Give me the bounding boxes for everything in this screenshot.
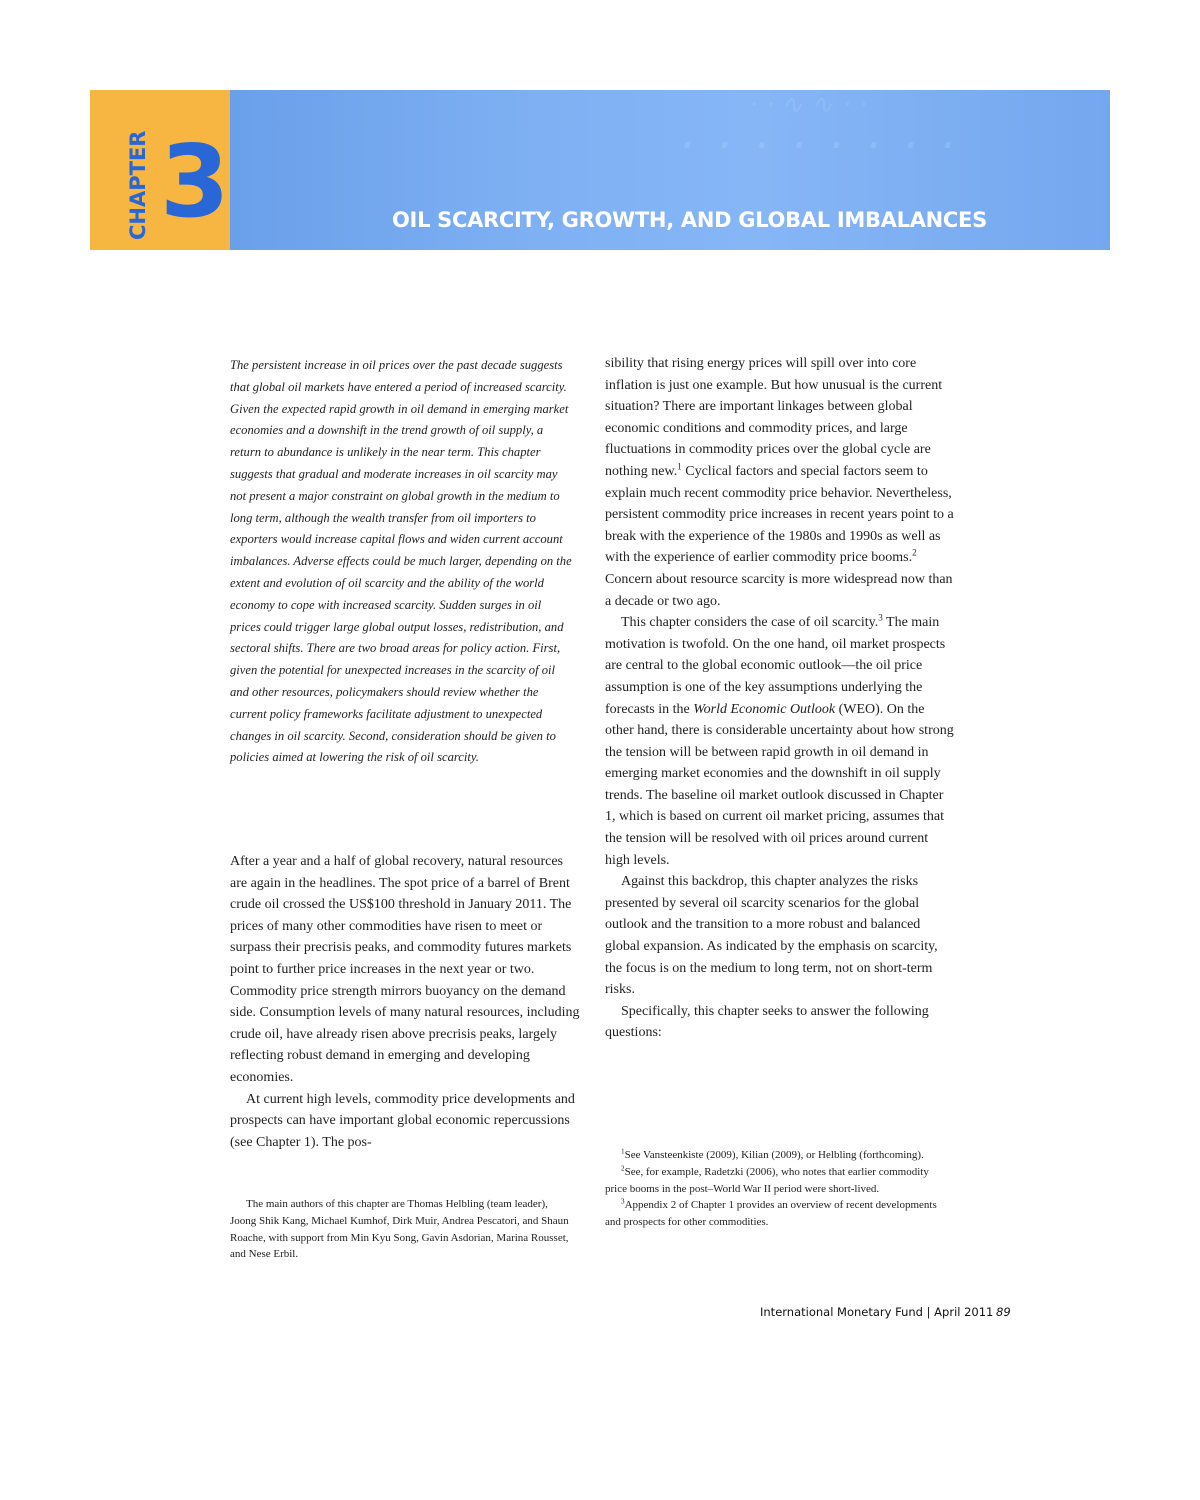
footnote-number: 1: [621, 1147, 625, 1156]
text-run: The main motivation is twofold. On the one hand, oil market prospects are central to the global economic outlook—the oil price assumption is one of the key assumptions underlying the forecasts in the: [605, 615, 946, 717]
footnote-number: 3: [621, 1197, 625, 1206]
chapter-word: CHAPTER: [126, 130, 150, 240]
author-footnote: [230, 1196, 575, 1263]
footnotes-right: [605, 1147, 950, 1231]
body-paragraph: [605, 353, 955, 612]
chapter-title: OIL SCARCITY, GROWTH, AND GLOBAL IMBALANCES: [392, 208, 987, 232]
footnote-text: See Vansteenkiste (2009), Kilian (2009), or Helbling (forthcoming).: [624, 1149, 924, 1161]
body-paragraph: Against this backdrop, this chapter analyzes the risks presented by several oil scarcity scenarios for the global outlook and the transition to a more robust and balanced global expansion. As indicated by the emphasis on scarcity, the focus is on the medium to long term, not on short-term risks.: [605, 874, 938, 998]
footnote-text: The main authors of this chapter are Thomas Helbling (team leader), Joong Shik Kang, Michael Kumhof, Dirk Muir, Andrea Pescatori, and Shaun Roache, with support from Min Kyu Song, Gavin Asdorian, Marina Rousset, and Nese Erbil.: [230, 1198, 569, 1261]
footnote-number: 2: [621, 1164, 625, 1173]
footnote-ref: 1: [677, 461, 682, 472]
footnote-ref: 2: [912, 547, 917, 558]
background-texture-graphic: · · · · · · · ·: [674, 118, 966, 172]
chapter-title-block: [230, 90, 1110, 250]
left-column-body: [230, 851, 580, 1153]
footnote: [605, 1147, 950, 1164]
body-paragraph: At current high levels, commodity price developments and prospects can have important global economic repercussions (see Chapter 1). The pos-: [230, 1091, 575, 1150]
chapter-number: 3: [160, 123, 230, 240]
footnote: [605, 1197, 950, 1231]
footer-publisher: International Monetary Fund | April 2011: [760, 1305, 994, 1319]
footnote-text: See, for example, Radetzki (2006), who notes that earlier commodity price booms in the post–World War II period were short-lived.: [605, 1165, 929, 1195]
body-paragraph: [605, 612, 955, 871]
footnote-ref: 3: [878, 612, 883, 623]
italic-title: World Economic Outlook: [693, 701, 836, 717]
footnote: [605, 1164, 950, 1198]
right-column-body: [605, 353, 955, 1044]
text-run: sibility that rising energy prices will spill over into core inflation is just one example. But how unusual is the current situation? There are important linkages between global economic conditions and commodity prices, and large fluctuations in commodity prices over the global cycle are nothing new.: [605, 356, 943, 479]
text-run: (WEO). On the other hand, there is considerable uncertainty about how strong the tension will be between rapid growth in oil demand in emerging market economies and the downshift in oil supply trends. The baseline oil market outlook discussed in Chapter 1, which is based on current oil market pricing, assumes that the tension will be resolved with oil prices around current high levels.: [605, 701, 954, 868]
footnote-text: Appendix 2 of Chapter 1 provides an overview of recent developments and prospects for other commodities.: [605, 1199, 937, 1229]
chapter-label-block: [90, 90, 230, 250]
text-run: This chapter considers the case of oil scarcity.: [621, 615, 879, 631]
body-paragraph: After a year and a half of global recovery, natural resources are again in the headlines. The spot price of a barrel of Brent crude oil crossed the US$100 threshold in January 2011. The prices of many other commodities have risen to meet or surpass their precrisis peaks, and commodity futures markets point to further price increases in the next year or two. Commodity price strength mirrors buoyancy on the demand side. Consumption levels of many natural resources, including crude oil, have already risen above precrisis peaks, largely reflecting robust demand in emerging and developing economies.: [230, 854, 580, 1085]
background-texture-figures: · · ∿ ∿ · ·: [746, 90, 872, 120]
text-run: Cyclical factors and special factors seem to explain much recent commodity price behavior. Nevertheless, persistent commodity price increases in recent years point to a break with the experience of the 1980s and 1990s as well as with the experience of earlier commodity price booms.: [605, 463, 954, 566]
body-paragraph: Specifically, this chapter seeks to answer the following questions:: [605, 1003, 929, 1041]
text-run: Concern about resource scarcity is more widespread now than a decade or two ago.: [605, 571, 953, 609]
chapter-abstract: The persistent increase in oil prices over the past decade suggests that global oil markets have entered a period of increased scarcity. Given the expected rapid growth in oil demand in emerging market economies and a downshift in the trend growth of oil supply, a return to abundance is unlikely in the near term. This chapter suggests that gradual and moderate increases in oil scarcity may not present a major constraint on global growth in the medium to long term, although the wealth transfer from oil importers to exporters would increase capital flows and widen current account imbalances. Adverse effects could be much larger, depending on the extent and evolution of oil scarcity and the ability of the world economy to cope with increased scarcity. Sudden surges in oil prices could trigger large global output losses, redistribution, and sectoral shifts. There are two broad areas for policy action. First, given the potential for unexpected increases in the scarcity of oil and other resources, policymakers should review whether the current policy frameworks facilitate adjustment to unexpected changes in oil scarcity. Second, consideration should be given to policies aimed at lowering the risk of oil scarcity.: [230, 358, 572, 765]
page-number: 89: [996, 1305, 1011, 1319]
chapter-banner: [90, 90, 1110, 250]
